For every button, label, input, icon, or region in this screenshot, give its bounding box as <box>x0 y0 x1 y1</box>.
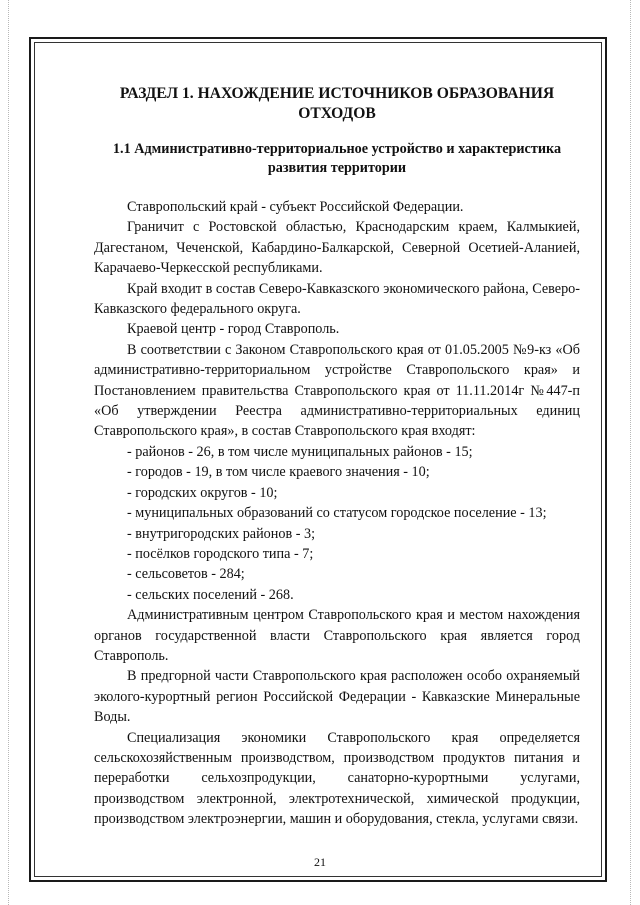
paragraph: Специализация экономики Ставропольского края определяется сельскохозяйственным производством, производством продуктов питания и переработки сельхозпродукции, санаторно-курортными услугами, производством электронной, электротехнической, химической продукции, производством электроэнергии, машин и оборудования, стекла, услугами связи. <box>94 729 580 828</box>
paragraph: Граничит с Ростовской областью, Краснодарским краем, Калмыкией, Дагестаном, Чеченской, Кабардино-Балкарской, Северной Осетией-Аланией, Карачаево-Черкесской республиками. <box>94 219 580 277</box>
scan-edge-right <box>630 0 632 905</box>
section-title: РАЗДЕЛ 1. НАХОЖДЕНИЕ ИСТОЧНИКОВ ОБРАЗОВАНИЯ ОТХОДОВ <box>119 85 555 122</box>
list-item: - сельских поселений - 268. <box>127 586 294 603</box>
list-item: - сельсоветов - 284; <box>127 566 245 583</box>
list-item: - городских округов - 10; <box>127 484 278 501</box>
list-item: - городов - 19, в том числе краевого значения - 10; <box>127 464 430 481</box>
subsection-title: 1.1 Административно-территориальное устройство и характеристика развития территории <box>112 141 562 176</box>
paragraph: Административным центром Ставропольского края и местом нахождения органов государственной власти Ставропольского края является город Ставрополь. <box>94 607 580 664</box>
list-item: - муниципальных образований со статусом городское поселение - 13; <box>127 505 547 522</box>
paragraph: Ставропольский край - субъект Российской Федерации. <box>127 199 464 215</box>
document-body <box>94 84 580 830</box>
list-item: - внутригородских районов - 3; <box>127 525 316 542</box>
list-item: - посёлков городского типа - 7; <box>127 545 314 562</box>
scan-edge-left <box>8 0 10 905</box>
list-item: - районов - 26, в том числе муниципальных районов - 15; <box>127 443 473 460</box>
territory-list <box>94 442 580 605</box>
paragraph: Край входит в состав Северо-Кавказского экономического района, Северо-Кавказского федерального округа. <box>94 280 580 318</box>
paragraph: В соответствии с Законом Ставропольского края от 01.05.2005 №9-кз «Об административно-территориальном устройстве Ставропольского края» и Постановлением правительства Ставропольского края от 11.11.2014г №447-п «Об утверждении Реестра административно-территориальных единиц Ставропольского края», в состав Ставропольского края входят: <box>94 341 580 440</box>
paragraph: В предгорной части Ставропольского края расположен особо охраняемый эколого-курортный регион Российской Федерации - Кавказские Минеральные Воды. <box>94 668 580 726</box>
paragraph: Краевой центр - город Ставрополь. <box>127 321 340 338</box>
page-number: 21 <box>314 855 326 869</box>
